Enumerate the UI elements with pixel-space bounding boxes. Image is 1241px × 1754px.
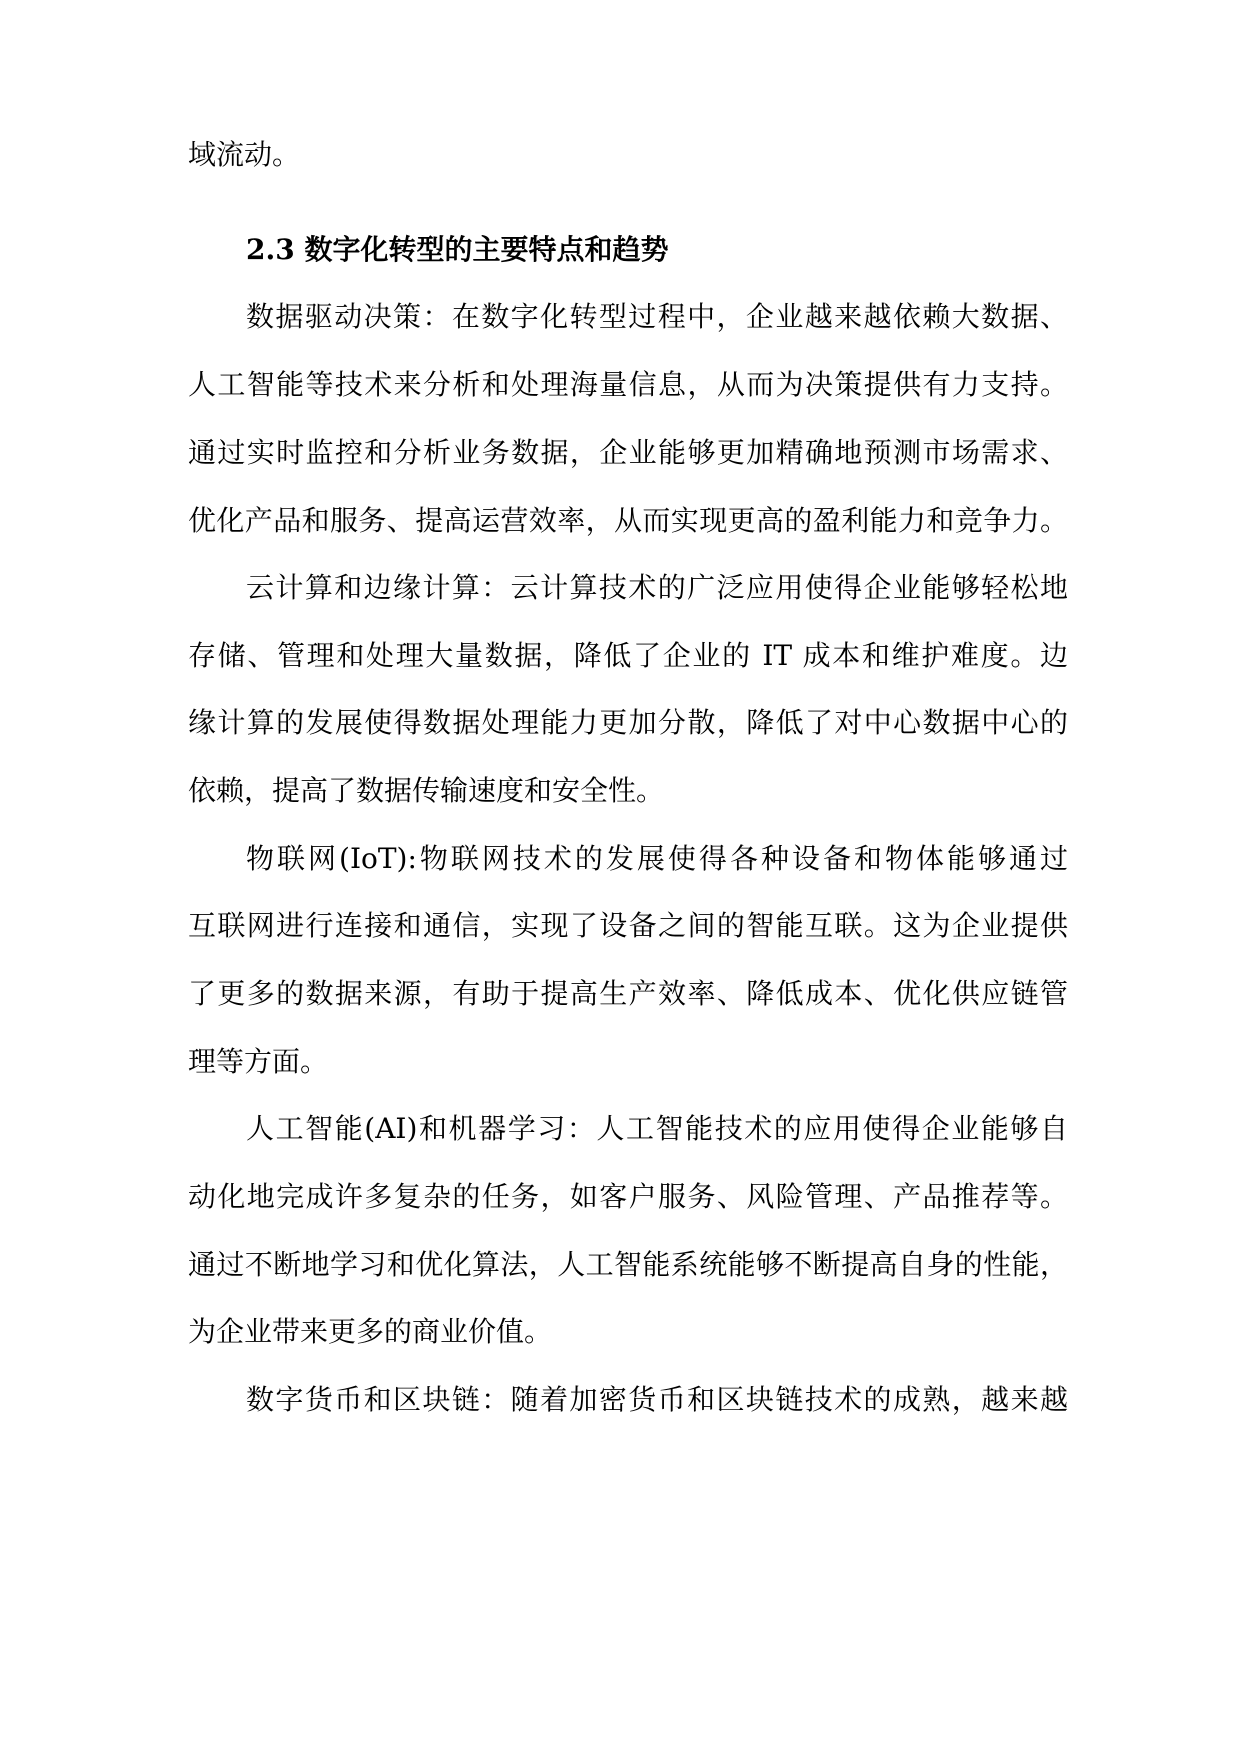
text-line: 为企业带来更多的商业价值。 xyxy=(188,1315,553,1348)
text-line: 人工智能(AI)和机器学习：人工智能技术的应用使得企业能够自 xyxy=(246,1112,1068,1145)
text-line: 人工智能等技术来分析和处理海量信息，从而为决策提供有力支持。 xyxy=(188,368,1068,401)
text-line: 数字货币和区块链：随着加密货币和区块链技术的成熟，越来越 xyxy=(246,1383,1068,1416)
text-line: 数据驱动决策：在数字化转型过程中，企业越来越依赖大数据、 xyxy=(246,300,1068,333)
text-line: 云计算和边缘计算：云计算技术的广泛应用使得企业能够轻松地 xyxy=(246,571,1068,604)
text-line: 物联网(IoT):物联网技术的发展使得各种设备和物体能够通过 xyxy=(246,842,1068,875)
text-line: 优化产品和服务、提高运营效率，从而实现更高的盈利能力和竞争力。 xyxy=(188,504,1068,537)
text-line: 动化地完成许多复杂的任务，如客户服务、风险管理、产品推荐等。 xyxy=(188,1180,1068,1213)
text-line: 通过实时监控和分析业务数据，企业能够更加精确地预测市场需求、 xyxy=(188,436,1068,469)
section-heading: 2.3 数字化转型的主要特点和趋势 xyxy=(246,233,669,266)
text-line: 域流动。 xyxy=(188,138,301,171)
text-line: 依赖，提高了数据传输速度和安全性。 xyxy=(188,774,665,807)
text-line: 互联网进行连接和通信，实现了设备之间的智能互联。这为企业提供 xyxy=(188,909,1068,942)
text-line: 存储、管理和处理大量数据，降低了企业的 IT 成本和维护难度。边 xyxy=(188,639,1068,672)
text-line: 缘计算的发展使得数据处理能力更加分散，降低了对中心数据中心的 xyxy=(188,706,1068,739)
text-line: 通过不断地学习和优化算法，人工智能系统能够不断提高自身的性能， xyxy=(188,1248,1068,1281)
text-line: 理等方面。 xyxy=(188,1045,329,1078)
text-line: 了更多的数据来源，有助于提高生产效率、降低成本、优化供应链管 xyxy=(188,977,1068,1010)
